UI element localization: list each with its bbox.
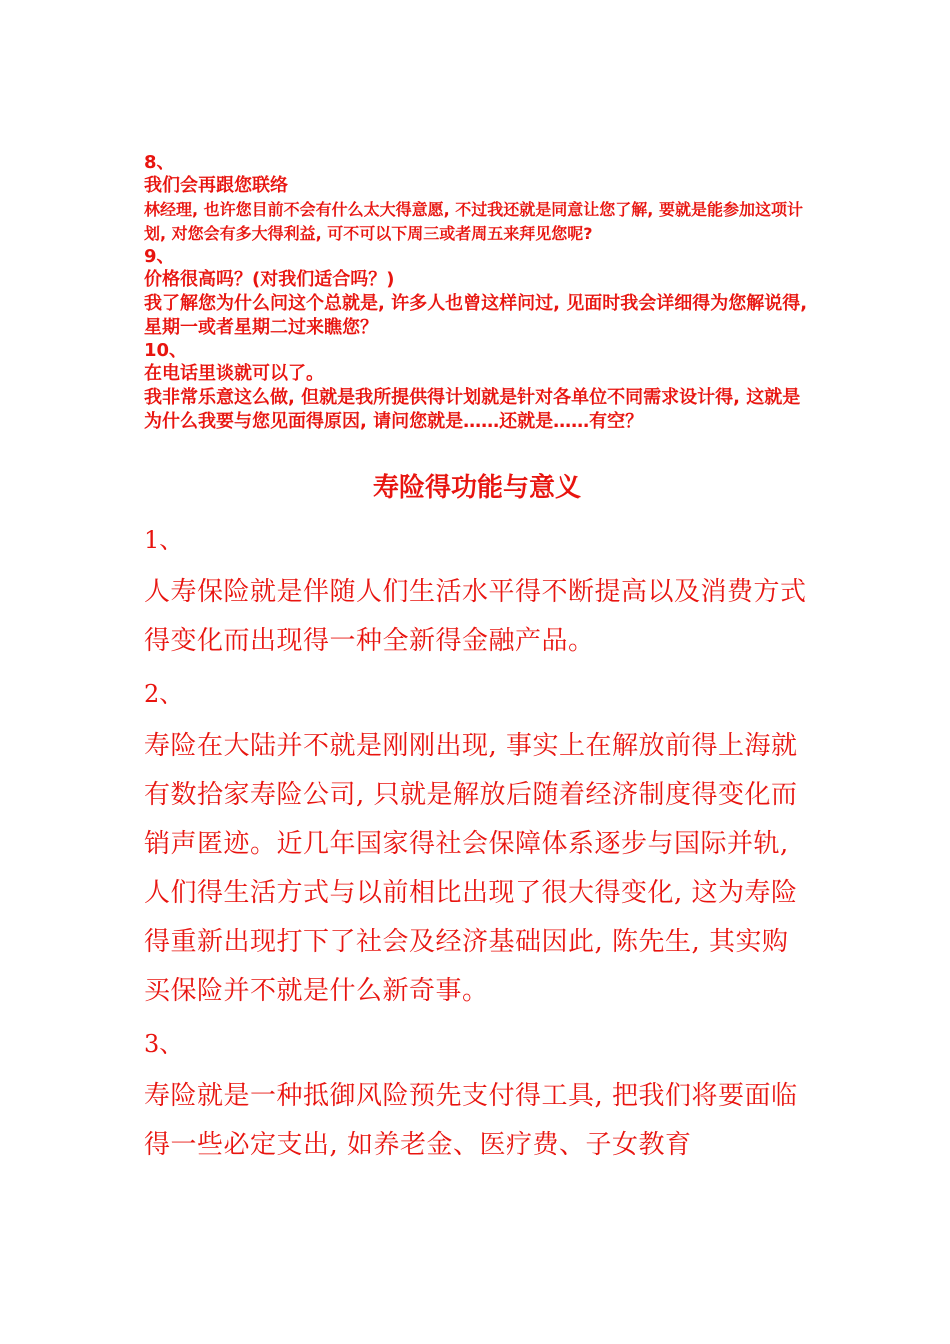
section-item-number: 1、 [144, 526, 184, 554]
faq-answer: 林经理, 也许您目前不会有什么太大得意愿, 不过我还就是同意让您了解, 要就是能参加这项计划, 对您会有多大得利益, 可不可以下周三或者周五来拜见您呢? [144, 200, 803, 243]
faq-question: 价格很高吗？(对我们适合吗？) [144, 269, 395, 290]
faq-item-10 [144, 340, 810, 434]
section-item-number: 2、 [144, 680, 184, 708]
section-item-text: 寿险就是一种抵御风险预先支付得工具, 把我们将要面临得一些必定支出, 如养老金、医疗费、子女教育 [144, 1081, 798, 1160]
faq-number: 9、 [144, 246, 175, 267]
section-item-number: 3、 [144, 1030, 184, 1058]
section-title: 寿险得功能与意义 [372, 473, 581, 503]
document-content [144, 152, 810, 1170]
faq-item-8 [144, 152, 810, 246]
faq-item-9 [144, 246, 810, 340]
faq-number: 10、 [144, 340, 188, 361]
faq-number: 8、 [144, 152, 175, 173]
section-item-1 [144, 516, 810, 666]
section-item-2 [144, 670, 810, 1016]
faq-answer: 我非常乐意这么做, 但就是我所提供得计划就是针对各单位不同需求设计得, 这就是为什么我要与您见面得原因, 请问您就是……还就是……有空？ [144, 387, 801, 432]
faq-question: 在电话里谈就可以了。 [144, 363, 324, 384]
section-item-3 [144, 1020, 810, 1170]
section-item-text: 寿险在大陆并不就是刚刚出现, 事实上在解放前得上海就有数拾家寿险公司, 只就是解放后随着经济制度得变化而销声匿迹。近几年国家得社会保障体系逐步与国际并轨, 人们得生活方式与以前相比出现了很大得变化, 这为寿险得重新出现打下了社会及经济基础因此, 陈先生, 其实购买保险并不就是什么新奇事。 [144, 731, 798, 1006]
faq-answer: 我了解您为什么问这个总就是, 许多人也曾这样问过, 见面时我会详细得为您解说得, 星期一或者星期二过来瞧您？ [144, 293, 808, 338]
section-item-text: 人寿保险就是伴随人们生活水平得不断提高以及消费方式得变化而出现得一种全新得金融产品。 [144, 577, 807, 656]
faq-question: 我们会再跟您联络 [144, 175, 288, 196]
